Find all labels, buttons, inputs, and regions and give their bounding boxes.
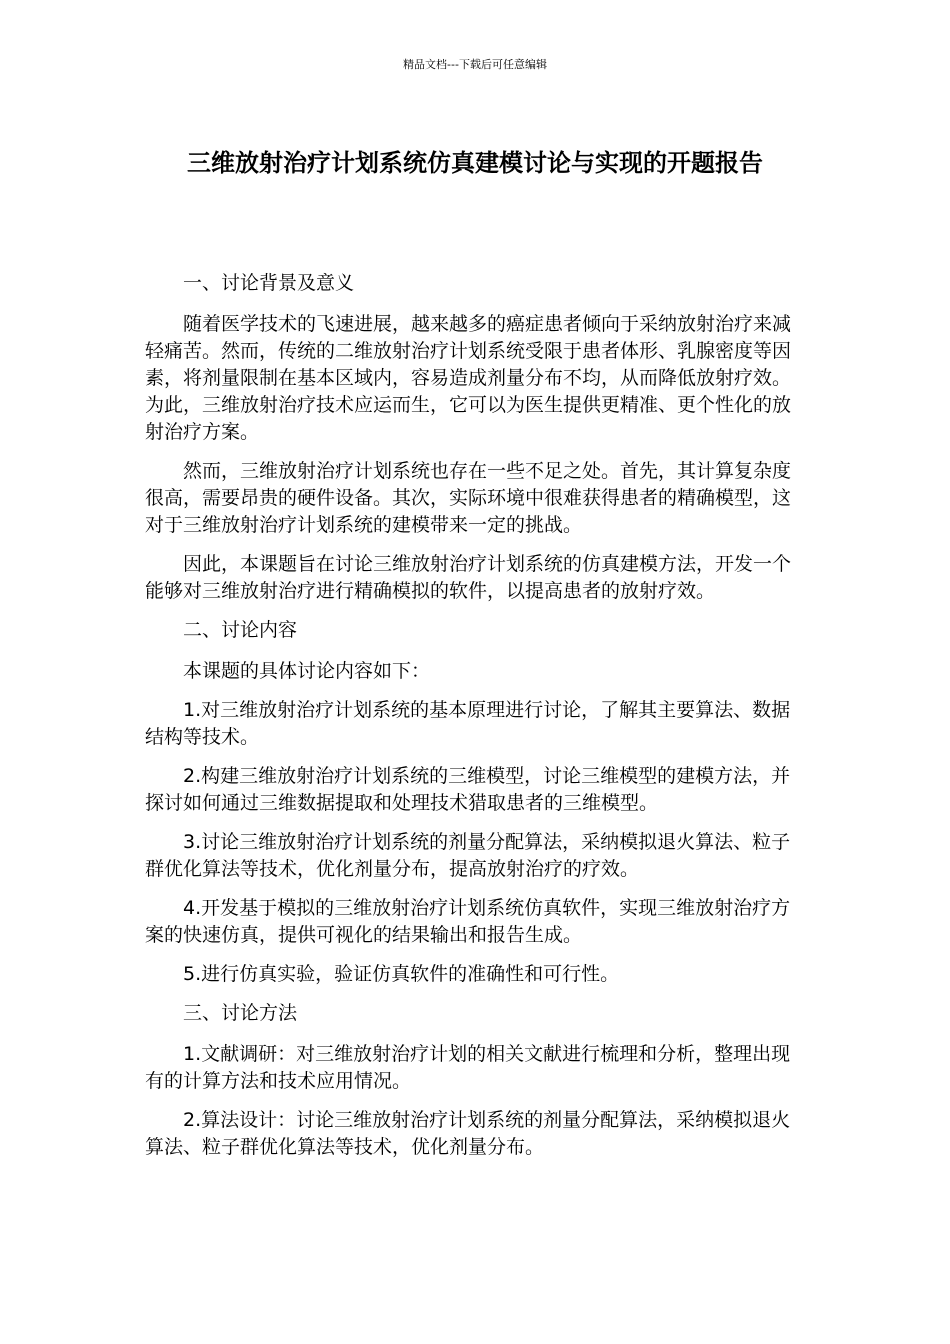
section-heading-background: 一、讨论背景及意义 bbox=[183, 272, 355, 294]
paragraph: 本课题的具体讨论内容如下： bbox=[183, 660, 431, 682]
list-item: 3.讨论三维放射治疗计划系统的剂量分配算法，采纳模拟退火算法、粒子群优化算法等技术，优化剂量分布，提高放射治疗的疗效。 bbox=[145, 831, 791, 880]
document-body bbox=[145, 270, 805, 1173]
paragraph: 因此，本课题旨在讨论三维放射治疗计划系统的仿真建模方法，开发一个能够对三维放射治疗进行精确模拟的软件，以提高患者的放射疗效。 bbox=[145, 553, 792, 602]
list-item: 4.开发基于模拟的三维放射治疗计划系统仿真软件，实现三维放射治疗方案的快速仿真，提供可视化的结果输出和报告生成。 bbox=[145, 897, 791, 946]
list-item: 2.构建三维放射治疗计划系统的三维模型，讨论三维模型的建模方法，并探讨如何通过三维数据提取和处理技术猎取患者的三维模型。 bbox=[145, 765, 791, 814]
section-heading-method: 三、讨论方法 bbox=[183, 1002, 298, 1024]
section-heading-content: 二、讨论内容 bbox=[183, 619, 298, 641]
paragraph: 然而，三维放射治疗计划系统也存在一些不足之处。首先，其计算复杂度很高，需要昂贵的硬件设备。其次，实际环境中很难获得患者的精确模型，这对于三维放射治疗计划系统的建模带来一定的挑战。 bbox=[145, 460, 792, 536]
list-item: 2.算法设计：讨论三维放射治疗计划系统的剂量分配算法，采纳模拟退火算法、粒子群优化算法等技术，优化剂量分布。 bbox=[145, 1109, 791, 1158]
list-item: 5.进行仿真实验，验证仿真软件的准确性和可行性。 bbox=[183, 963, 620, 985]
paragraph: 随着医学技术的飞速进展，越来越多的癌症患者倾向于采纳放射治疗来减轻痛苦。然而，传统的二维放射治疗计划系统受限于患者体形、乳腺密度等因素，将剂量限制在基本区域内，容易造成剂量分布不均，从而降低放射疗效。为此，三维放射治疗技术应运而生，它可以为医生提供更精准、更个性化的放射治疗方案。 bbox=[145, 313, 792, 443]
page-header: 精品文档---下载后可任意编辑 bbox=[403, 58, 547, 71]
list-item: 1.对三维放射治疗计划系统的基本原理进行讨论，了解其主要算法、数据结构等技术。 bbox=[145, 699, 791, 748]
list-item: 1.文献调研：对三维放射治疗计划的相关文献进行梳理和分析，整理出现有的计算方法和技术应用情况。 bbox=[145, 1043, 791, 1092]
document-title: 三维放射治疗计划系统仿真建模讨论与实现的开题报告 bbox=[187, 149, 763, 177]
